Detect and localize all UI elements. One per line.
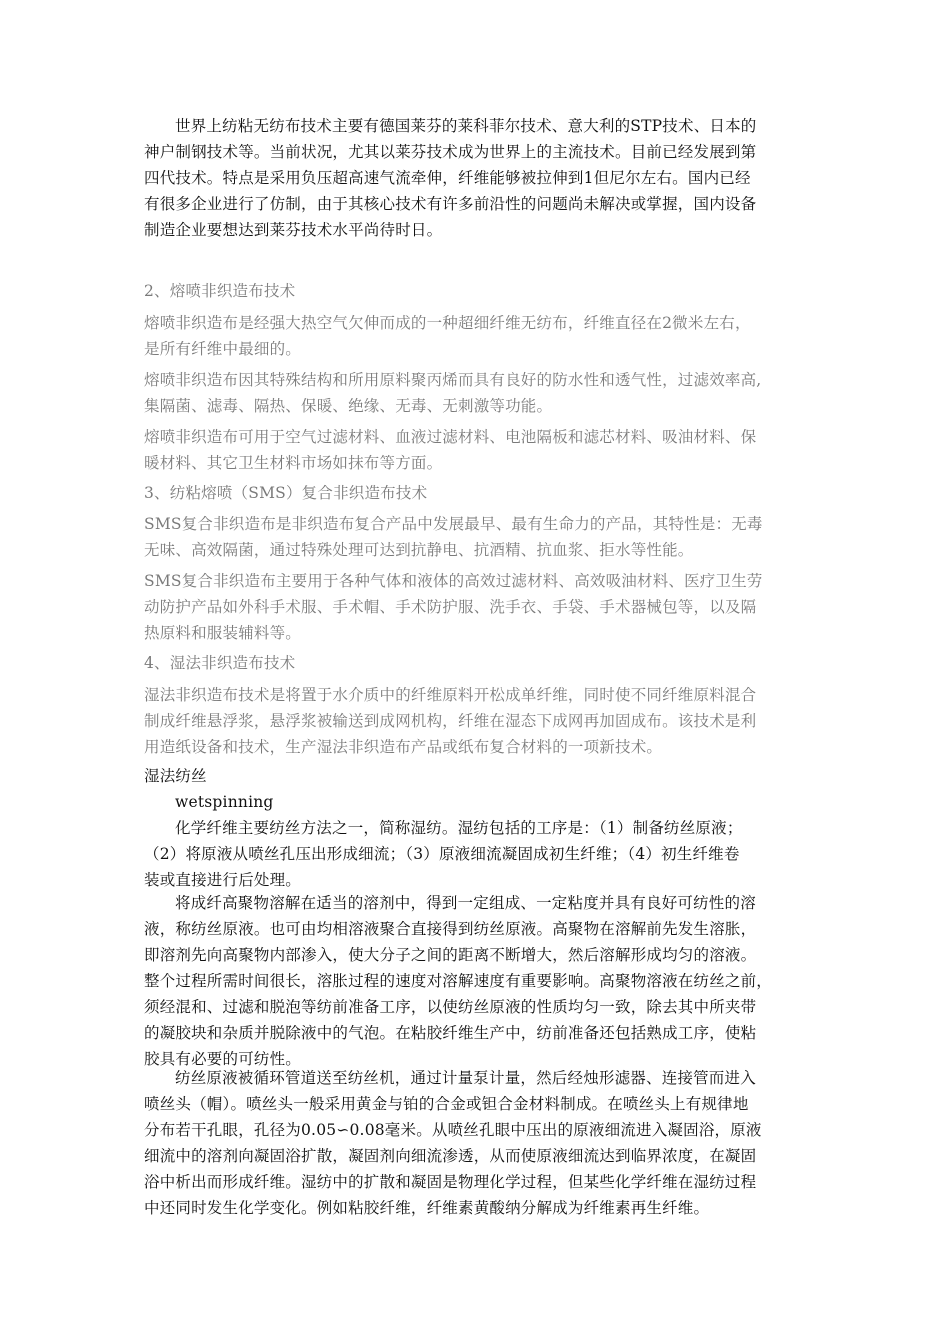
text-line: 细流中的溶剂向凝固浴扩散，凝固剂向细流渗透，从而使原液细流达到临界浓度，在凝固 [144,1147,757,1165]
text-line: 装或直接进行后处理。 [144,871,302,889]
text-line: 熔喷非织造布可用于空气过滤材料、血液过滤材料、电池隔板和滤芯材料、吸油材料、保 [144,428,757,446]
wet-spinning-english: wetspinning [175,793,274,811]
text-line: 动防护产品如外科手术服、手术帽、手术防护服、洗手衣、手袋、手术器械包等，以及隔 [144,598,757,616]
text-line: 暖材料、其它卫生材料市场如抹布等方面。 [144,454,443,472]
text-line: 神户制钢技术等。当前状况，尤其以莱芬技术成为世界上的主流技术。目前已经发展到第 [144,143,757,161]
text-line: 热原料和服装辅料等。 [144,624,302,642]
text-line: 熔喷非织造布因其特殊结构和所用原料聚丙烯而具有良好的防水性和透气性，过滤效率高, [144,371,762,389]
text-line: 集隔菌、滤毒、隔热、保暖、绝缘、无毒、无刺激等功能。 [144,397,553,415]
text-line: 世界上纺粘无纺布技术主要有德国莱芬的莱科菲尔技术、意大利的STP技术、日本的 [175,117,757,135]
wet-spinning-title: 湿法纺丝 [144,767,207,785]
text-line: 须经混和、过滤和脱泡等纺前准备工序，以使纺丝原液的性质均匀一致，除去其中所夹带 [144,998,757,1016]
text-line: SMS复合非织造布主要用于各种气体和液体的高效过滤材料、高效吸油材料、医疗卫生劳 [144,572,763,590]
text-line: 制成纤维悬浮浆，悬浮浆被输送到成网机构，纤维在湿态下成网再加固成布。该技术是利 [144,712,757,730]
text-line: 纺丝原液被循环管道送至纺丝机，通过计量泵计量，然后经烛形滤器、连接管而进入 [175,1069,756,1087]
sms-paragraph-2 [144,568,810,646]
text-line: 分布若干孔眼，孔径为0.05∽0.08毫米。从喷丝孔眼中压出的原液细流进入凝固浴，原液 [144,1121,762,1139]
text-line: 制造企业要想达到莱芬技术水平尚待时日。 [144,221,443,239]
text-line: 无味、高效隔菌，通过特殊处理可达到抗静电、抗酒精、抗血浆、拒水等性能。 [144,541,694,559]
section-heading-meltblown: 2、熔喷非织造布技术 [144,282,296,300]
wetlaid-paragraph [144,682,810,760]
section-heading-sms: 3、纺粘熔喷（SMS）复合非织造布技术 [144,484,428,502]
intro-paragraph [144,113,810,243]
meltblown-paragraph-2 [144,367,810,419]
wet-spinning-paragraph-3 [144,1065,810,1221]
text-line: 是所有纤维中最细的。 [144,340,302,358]
text-line: 化学纤维主要纺丝方法之一，简称湿纺。湿纺包括的工序是：（1）制备纺丝原液； [175,819,743,837]
sms-paragraph-1 [144,511,810,563]
text-line: （2）将原液从喷丝孔压出形成细流；（3）原液细流凝固成初生纤维；（4）初生纤维卷 [144,845,740,863]
text-line: 胶具有必要的可纺性。 [144,1050,302,1068]
text-line: SMS复合非织造布是非织造布复合产品中发展最早、最有生命力的产品，其特性是：无毒 [144,515,763,533]
section-heading-wetlaid: 4、湿法非织造布技术 [144,654,296,672]
text-line: 液，称纺丝原液。也可由均相溶液聚合直接得到纺丝原液。高聚物在溶解前先发生溶胀， [144,920,757,938]
text-line: 即溶剂先向高聚物内部渗入，使大分子之间的距离不断增大，然后溶解形成均匀的溶液。 [144,946,757,964]
text-line: 四代技术。特点是采用负压超高速气流牵伸，纤维能够被拉伸到1但尼尔左右。国内已经 [144,169,751,187]
wet-spinning-paragraph-2 [144,890,810,1072]
meltblown-paragraph-1 [144,310,810,362]
text-line: 中还同时发生化学变化。例如粘胶纤维，纤维素黄酸纳分解成为纤维素再生纤维。 [144,1199,710,1217]
text-line: 用造纸设备和技术，生产湿法非织造布产品或纸布复合材料的一项新技术。 [144,738,663,756]
wet-spinning-paragraph-1 [144,815,810,893]
text-line: 整个过程所需时间很长，溶胀过程的速度对溶解速度有重要影响。高聚物溶液在纺丝之前， [144,972,773,990]
text-line: 熔喷非织造布是经强大热空气欠伸而成的一种超细纤维无纺布，纤维直径在2微米左右， [144,314,751,332]
meltblown-paragraph-3 [144,424,810,476]
text-line: 将成纤高聚物溶解在适当的溶剂中，得到一定组成、一定粘度并具有良好可纺性的溶 [175,894,756,912]
text-line: 湿法非织造布技术是将置于水介质中的纤维原料开松成单纤维，同时使不同纤维原料混合 [144,686,757,704]
text-line: 的凝胶块和杂质并脱除液中的气泡。在粘胶纤维生产中，纺前准备还包括熟成工序，使粘 [144,1024,757,1042]
text-line: 有很多企业进行了仿制，由于其核心技术有许多前沿性的问题尚未解决或掌握，国内设备 [144,195,757,213]
text-line: 浴中析出而形成纤维。湿纺中的扩散和凝固是物理化学过程，但某些化学纤维在湿纺过程 [144,1173,757,1191]
text-line: 喷丝头（帽）。喷丝头一般采用黄金与铂的合金或钽合金材料制成。在喷丝头上有规律地 [144,1095,749,1113]
